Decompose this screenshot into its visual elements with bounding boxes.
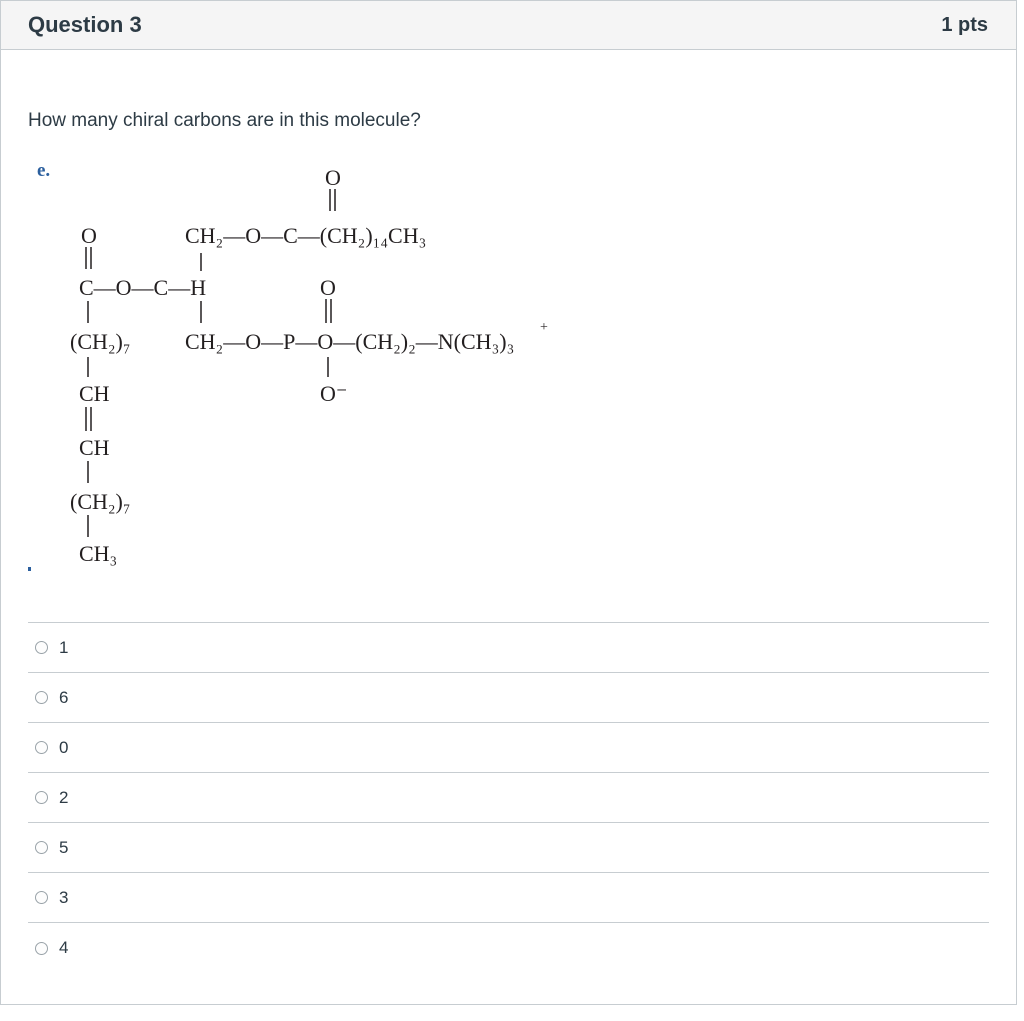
molecule-o-top: O [325,165,341,190]
answer-label[interactable]: 3 [59,887,69,907]
answer-label[interactable]: 6 [59,687,69,707]
molecule-top-chain: CH₂—O—C—(CH₂)₁₄CH₃ [185,223,427,248]
radio-button[interactable] [35,841,48,854]
stray-dot [28,567,31,571]
molecule-structure-image [25,151,665,586]
molecule-o-minus: O⁻ [320,381,348,406]
answer-option[interactable] [28,923,989,973]
molecule-o-left: O [81,223,97,248]
molecule-ch3: CH₃ [79,541,118,566]
answer-list [28,622,989,973]
molecule-o-phos: O [320,275,336,300]
answer-option[interactable] [28,823,989,873]
question-header [1,1,1016,50]
molecule-lower-ch2-7: (CH₂)₇ [70,489,131,514]
molecule-left-ch2-7: (CH₂)₇ [70,329,131,354]
molecule-plus-charge: + [540,320,548,335]
answer-option[interactable] [28,773,989,823]
question-text: How many chiral carbons are in this molecule? [28,110,421,131]
answer-option[interactable] [28,723,989,773]
answer-label[interactable]: 5 [59,837,69,857]
radio-button[interactable] [35,791,48,804]
radio-button[interactable] [35,942,48,955]
question-title: Question 3 [28,12,142,37]
radio-button[interactable] [35,891,48,904]
answer-option[interactable] [28,623,989,673]
radio-button[interactable] [35,741,48,754]
question-points: 1 pts [941,13,988,36]
answer-label[interactable]: 4 [59,938,69,957]
molecule-phos-row: CH₂—O—P—O—(CH₂)₂—N(CH₃)₃ [185,329,515,354]
molecule-ch-lower: CH [79,435,110,460]
molecule-label: e. [37,160,51,181]
molecule-ch-upper: CH [79,381,110,406]
answer-option[interactable] [28,673,989,723]
answer-label[interactable]: 2 [59,787,69,807]
answer-label[interactable]: 0 [59,737,69,757]
molecule-ester-row: C—O—C—H [79,275,207,300]
answer-option[interactable] [28,873,989,923]
radio-button[interactable] [35,691,48,704]
radio-button[interactable] [35,641,48,654]
answer-label[interactable]: 1 [59,637,69,657]
